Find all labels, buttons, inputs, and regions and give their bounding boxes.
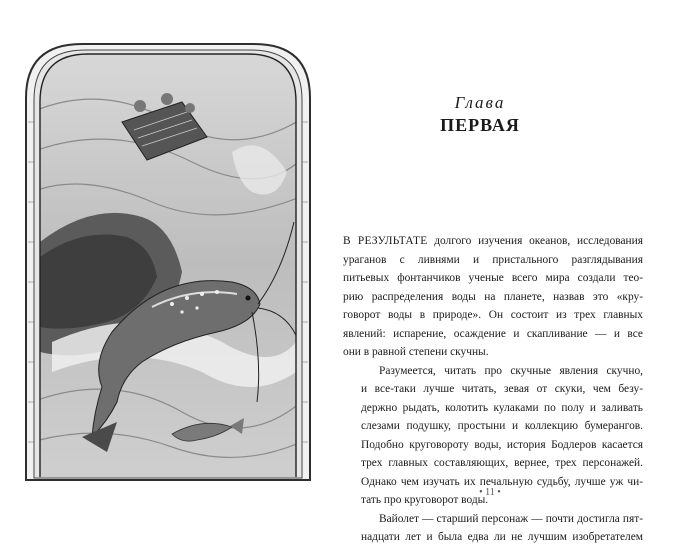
paragraph-1 — [343, 232, 643, 362]
text-line: трех главных составляющих, вернее, трех персонажей. — [361, 457, 643, 469]
text-line: Вайолет — старший персонаж — почти достигла пят- — [379, 512, 643, 525]
drop-lead: В РЕЗУЛЬТАТЕ — [343, 235, 428, 247]
text-line: В РЕЗУЛЬТАТЕ долгого изучения океанов, исследования — [343, 235, 643, 247]
text-line: они в равной степени скучны. — [343, 346, 489, 358]
paragraph-3 — [343, 510, 643, 547]
text-line: слезами подушку, простыни и коллекцию бумерангов. — [361, 420, 643, 432]
text-line: тать про круговорот воды. — [361, 494, 489, 506]
chapter-body — [343, 232, 643, 547]
page-number: • 11 • — [479, 487, 501, 498]
text-line: питьевых фонтанчиков ученые всего мира создали тео- — [343, 272, 643, 284]
text-line: ураганов с ливнями и пристального разглядывания — [343, 253, 643, 266]
chapter-label: Глава — [454, 93, 506, 112]
text-line: надцати лет и была едва ли не лучшим изобретателем — [361, 531, 643, 543]
illustration-art — [22, 42, 314, 482]
text-line: и все-таки лучше читать, зевая от скуки, чем безу- — [361, 383, 643, 395]
text-line: Подобно круговороту воды, история Бодлеров касается — [361, 438, 643, 451]
text-line: Разумеется, читать про скучные явления скучно, — [379, 364, 643, 377]
chapter-title: ПЕРВАЯ — [440, 115, 520, 135]
chapter-illustration — [22, 42, 314, 482]
text-line: явлений: испарение, осаждение и скапливание — и все — [343, 327, 643, 340]
text-line: держно рыдать, колотить кулаками по полу и заливать — [361, 401, 643, 414]
text-line: рию распределения воды на планете, назвав это «кру- — [343, 290, 643, 303]
text-line: Однако чем изучать их печальную судьбу, лучше уж чи- — [361, 475, 643, 488]
text-line: говорот воды в природе». Он состоит из трех главных — [343, 309, 643, 321]
